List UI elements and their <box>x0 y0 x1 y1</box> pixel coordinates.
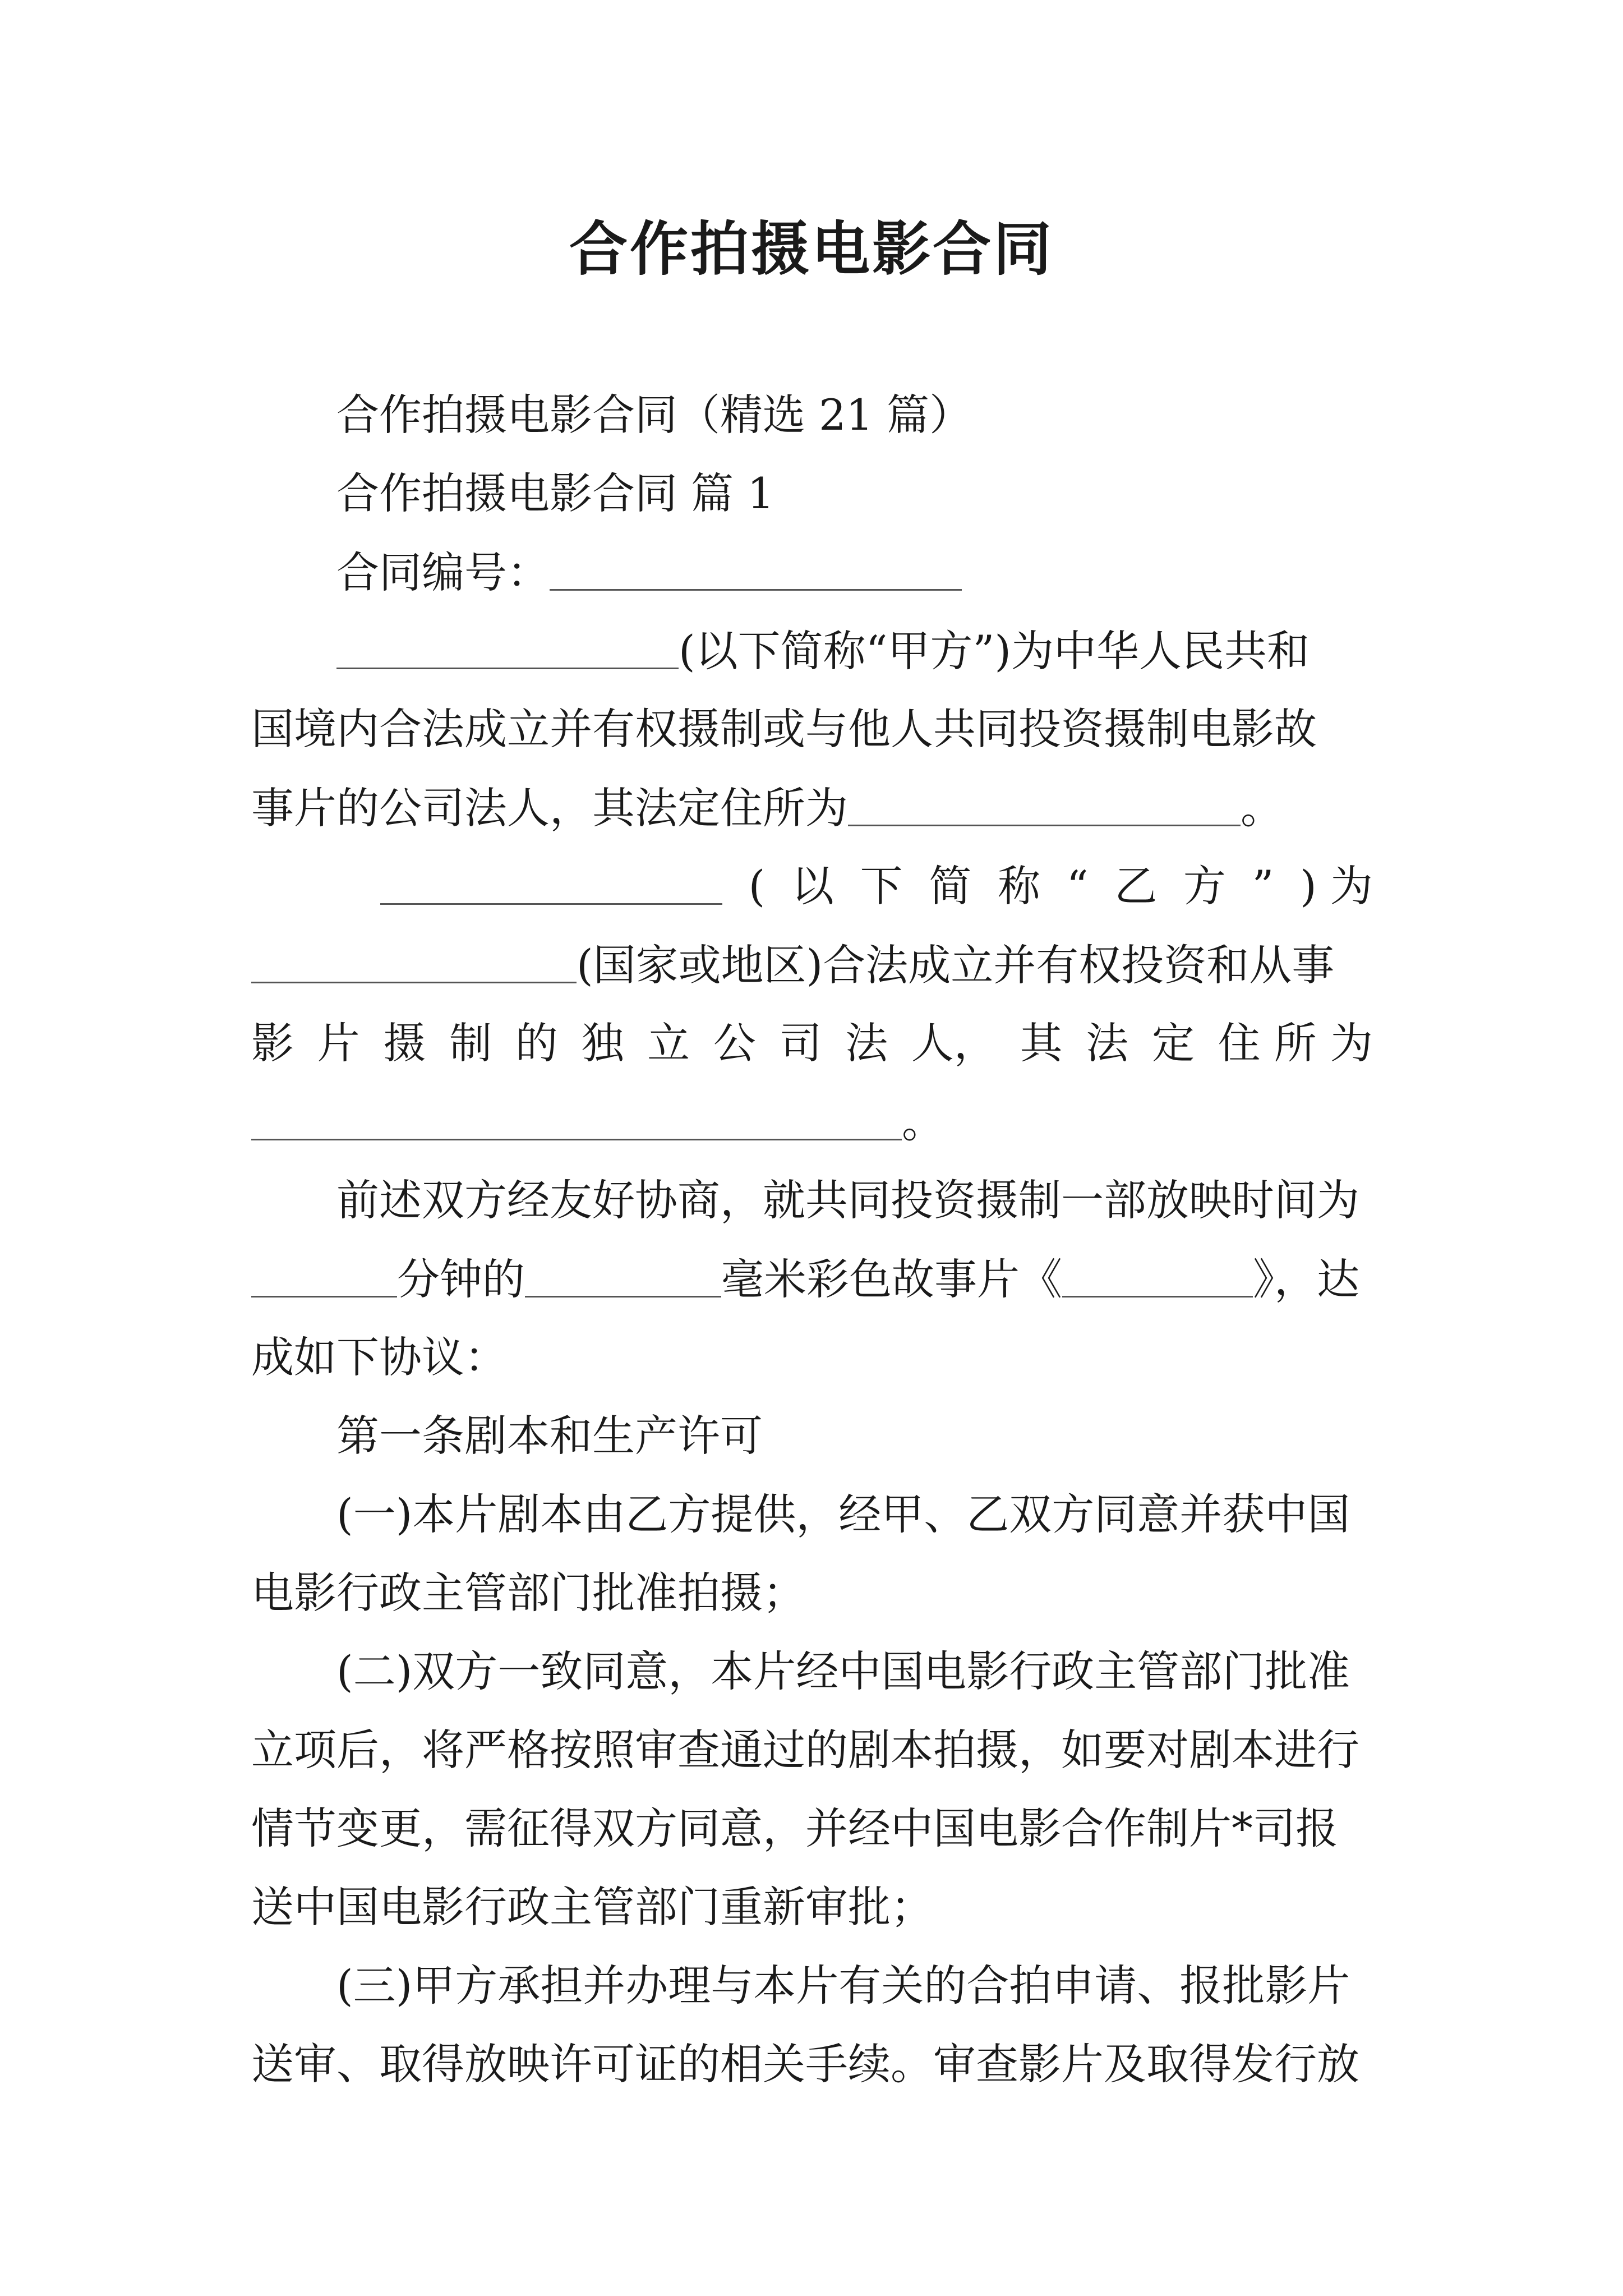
article-1-item-2-line-1: (二)双方一致同意，本片经中国电影行政主管部门批准 <box>336 1646 1350 1696</box>
contract-number-label: 合同编号： <box>336 547 550 597</box>
article-1-item-3-line-2: 送审、取得放映许可证的相关手续。审查影片及取得发行放 <box>251 2039 1359 2089</box>
duration-blank <box>251 1251 397 1297</box>
article-1-item-1-line-1: (一)本片剧本由乙方提供，经甲、乙双方同意并获中国 <box>336 1489 1350 1539</box>
party-a-line-1: (以下简称“甲方”)为中华人民共和 <box>336 623 1310 679</box>
party-a-name-blank <box>336 623 679 669</box>
party-b-line-1: ( 以 下 简 称 “ 乙 方 ” ) 为 <box>380 858 1373 914</box>
film-title-blank <box>1062 1251 1253 1297</box>
film-gauge-blank <box>525 1251 721 1297</box>
agreement-line-2: 分钟的 毫米彩色故事片《 》，达 <box>251 1251 1359 1308</box>
party-b-name-blank <box>380 858 722 905</box>
agreement-line-1: 前述双方经友好协商，就共同投资摄制一部放映时间为 <box>336 1175 1359 1225</box>
agreement-line-3: 成如下协议： <box>251 1332 507 1382</box>
party-a-line-2: 国境内合法成立并有权摄制或与他人共同投资摄制电影故 <box>251 704 1317 754</box>
party-b-line-4: 。 <box>251 1094 944 1151</box>
article-1-item-3-line-1: (三)甲方承担并办理与本片有关的合拍申请、报批影片 <box>336 1961 1350 2010</box>
article-1-item-2-line-2: 立项后，将严格按照审查通过的剧本拍摄，如要对剧本进行 <box>251 1725 1359 1775</box>
party-b-country-blank <box>251 937 577 983</box>
article-1-item-2-line-4: 送中国电影行政主管部门重新审批； <box>251 1882 933 1932</box>
party-b-address-blank <box>251 1094 902 1140</box>
contract-number-blank <box>550 544 962 591</box>
contract-number-line <box>336 544 962 601</box>
party-a-line-3: 事片的公司法人，其法定住所为 。 <box>251 780 1283 836</box>
document-title: 合作拍摄电影合同 <box>569 214 1054 283</box>
party-b-line-2: (国家或地区)合法成立并有权投资和从事 <box>251 937 1334 993</box>
subtitle-chapter: 合作拍摄电影合同 篇 1 <box>336 468 774 518</box>
subtitle-collection: 合作拍摄电影合同（精选 21 篇） <box>336 390 972 440</box>
party-b-line-3: 影 片 摄 制 的 独 立 公 司 法 人， 其 法 定 住 所 为 <box>251 1018 1373 1068</box>
party-a-address-blank <box>848 780 1241 826</box>
article-1-item-2-line-3: 情节变更，需征得双方同意，并经中国电影合作制片*司报 <box>251 1803 1338 1853</box>
article-1-item-1-line-2: 电影行政主管部门批准拍摄； <box>251 1568 805 1618</box>
article-1-heading: 第一条剧本和生产许可 <box>336 1411 763 1461</box>
